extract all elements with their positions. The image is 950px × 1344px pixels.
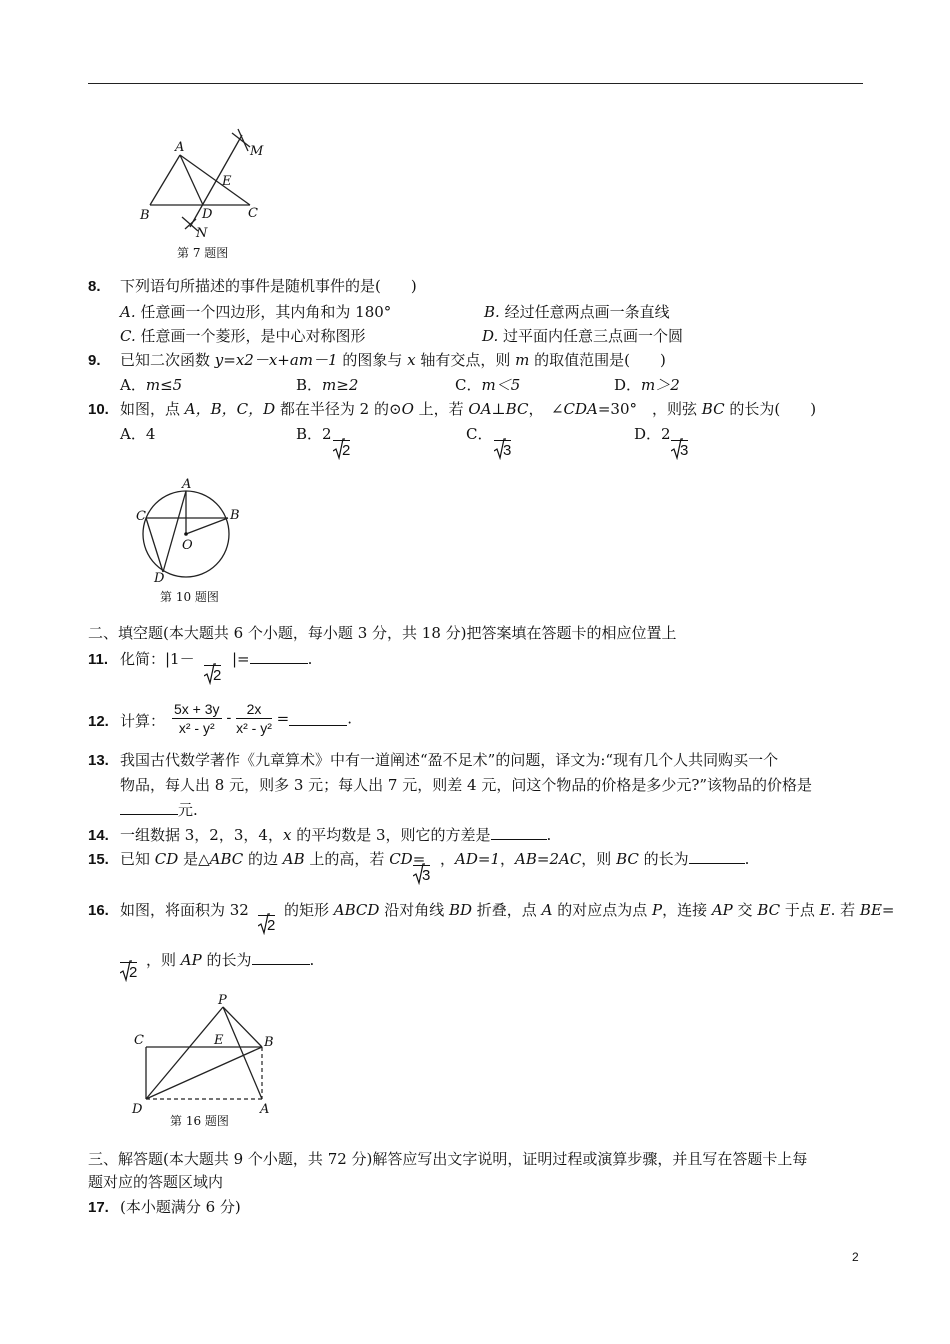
q10-option-b-sqrt: 2: [333, 440, 350, 461]
fig16-caption: 第 16 题图: [170, 1114, 229, 1128]
q9-option-a: A．m≤5: [120, 376, 183, 394]
fig7-label-d: D: [202, 207, 213, 222]
q15-text-b: ，AD=1，AB=2AC，则 BC 的长为 .: [440, 850, 750, 868]
q9-option-d: D．m＞2: [614, 376, 680, 394]
q12-text: 计算：: [120, 712, 166, 730]
fig7-label-c: C: [248, 206, 258, 221]
q10-option-d-sqrt: 3: [671, 440, 688, 461]
figure-7: [130, 125, 290, 265]
q16-blank: [252, 950, 310, 965]
q8-option-d: [482, 326, 683, 346]
q8-option-b: [484, 302, 670, 322]
q13-line-1: 我国古代数学著作《九章算术》中有一道阐述“盈不足术”的问题，译文为:“现有几个人共同购买一个: [120, 751, 779, 769]
q11-sqrt: 2: [204, 665, 221, 686]
q10-number: 10.: [88, 401, 109, 418]
q10-option-c: C．: [466, 425, 493, 443]
q13-line-3: 元.: [120, 800, 198, 820]
q11-number: 11.: [88, 651, 109, 668]
fig7-label-e: E: [222, 174, 232, 189]
q16-text-a: 如图，将面积为 32: [120, 901, 249, 919]
q17-number: 17.: [88, 1199, 109, 1216]
q15-text-a: 已知 CD 是△ABC 的边 AB 上的高，若 CD=: [120, 850, 426, 868]
fig16-label-c: C: [134, 1033, 144, 1048]
q10-option-b: B．2: [296, 425, 332, 443]
q12-expression: $\frac{5x + 3y}{\text{x² - y²}}$ - $\frac{2x}{\text{x² - y²}}$ = .: [174, 701, 352, 736]
q14-blank: [491, 825, 547, 840]
header-rule: [88, 83, 863, 84]
fig10-label-a: A: [182, 478, 192, 492]
figure-16: [120, 992, 290, 1132]
q8-number: 8.: [88, 278, 101, 295]
section-3-heading-line-1: 三、解答题(本大题共 9 个小题，共 72 分)解答应写出文字说明，证明过程或演算步骤，并且写在答题卡上每: [88, 1150, 808, 1168]
fig16-label-d: D: [132, 1102, 143, 1117]
section-3-heading-line-2: 题对应的答题区域内: [88, 1173, 224, 1191]
q16-sqrt: 2: [258, 915, 275, 936]
q16-sqrt-2: 2: [120, 962, 137, 983]
q15-blank: [689, 849, 745, 864]
fig16-label-a: A: [260, 1102, 270, 1117]
q8-option-a-label: A.: [120, 303, 136, 321]
page-number: 2: [852, 1250, 859, 1264]
fig7-side-ab: [150, 155, 180, 205]
q8-stem: 下列语句所描述的事件是随机事件的是( ): [120, 277, 417, 295]
q9-stem: 已知二次函数 y=x2－x+am－1 的图象与 x 轴有交点，则 m 的取值范围是( ): [120, 351, 666, 369]
q8-option-b-text: 经过任意两点画一条直线: [504, 303, 670, 321]
q15-sqrt: 3: [413, 865, 430, 886]
q10-option-d: D．2: [634, 425, 671, 443]
fig16-label-b: B: [264, 1035, 274, 1050]
q14-text: 一组数据 3，2，3，4，x 的平均数是 3，则它的方差是 .: [120, 826, 552, 844]
q9-option-c: C．m＜5: [455, 376, 521, 394]
q16-text-b: 的矩形 ABCD 沿对角线 BD 折叠，点 A 的对应点为点 P，连接 AP 交 BC 于点 E. 若 BE=: [284, 901, 895, 919]
fig10-caption: 第 10 题图: [160, 590, 219, 604]
fig16-label-p: P: [218, 993, 227, 1008]
figure-10: [128, 478, 248, 608]
q16-text-c: ，则 AP 的长为 .: [146, 951, 315, 969]
fig7-label-b: B: [140, 208, 150, 223]
fig10-label-o: O: [182, 538, 193, 553]
fig10-label-d: D: [154, 571, 165, 586]
q8-option-b-label: B.: [484, 303, 500, 321]
q8-option-c-text: 任意画一个菱形，是中心对称图形: [140, 327, 366, 345]
section-2-heading: 二、填空题(本大题共 6 个小题，每小题 3 分，共 18 分)把答案填在答题卡的相应位置上: [88, 624, 677, 642]
q8-option-d-text: 过平面内任意三点画一个圆: [503, 327, 684, 345]
fig7-label-n: N: [196, 226, 208, 241]
fig7-label-a: A: [175, 140, 185, 155]
q10-option-c-sqrt: 3: [494, 440, 511, 461]
q16-number: 16.: [88, 902, 109, 919]
q15-number: 15.: [88, 851, 109, 868]
q8-option-d-label: D.: [482, 327, 499, 345]
q12-fraction-1: $\frac{5x + 3y}{\text{x² - y²}}$: [174, 701, 220, 736]
q9-number: 9.: [88, 352, 101, 369]
q12-blank: [289, 711, 347, 726]
fig10-radius-ob: [186, 518, 228, 534]
fig10-label-b: B: [230, 508, 240, 523]
q12-fraction-2: $\frac{2x}{\text{x² - y²}}$: [236, 701, 272, 736]
fig16-label-e: E: [214, 1033, 224, 1048]
q13-line-2: 物品，每人出 8 元，则多 3 元；每人出 7 元，则差 4 元，问这个物品的价格是多少元?”该物品的价格是: [120, 776, 813, 794]
fig16-diagonal-bd: [146, 1047, 262, 1099]
q17-text: (本小题满分 6 分): [120, 1198, 241, 1216]
q14-number: 14.: [88, 827, 109, 844]
q10-stem: 如图，点 A，B，C，D 都在半径为 2 的⊙O 上，若 OA⊥BC， ∠CDA=30° ，则弦 BC 的长为( ): [120, 400, 817, 418]
fig7-label-m: M: [250, 144, 264, 159]
fig16-fold-dp: [146, 1007, 223, 1099]
q8-option-a-text: 任意画一个四边形，其内角和为 180°: [140, 303, 392, 321]
fig16-fold-pb: [223, 1007, 262, 1047]
q10-option-a: A．4: [120, 425, 156, 443]
fig7-bisector-mn: [190, 135, 242, 227]
fig16-line-ap: [223, 1007, 262, 1099]
q11-text-a: 化简：|1－: [120, 650, 195, 668]
fig10-label-c: C: [136, 509, 146, 524]
q12-number: 12.: [88, 713, 109, 730]
fig10-chord-ad: [163, 491, 186, 572]
q8-option-c: [120, 326, 366, 346]
q11-answer-line: |= .: [232, 650, 313, 668]
q9-option-b: B．m≥2: [296, 376, 359, 394]
q13-number: 13.: [88, 752, 109, 769]
q11-blank: [250, 649, 308, 664]
q13-blank: [120, 800, 178, 815]
fig7-caption: 第 7 题图: [177, 246, 229, 260]
fig7-side-ac: [180, 155, 250, 205]
q8-option-c-label: C.: [120, 327, 136, 345]
q8-option-a: [120, 302, 391, 322]
